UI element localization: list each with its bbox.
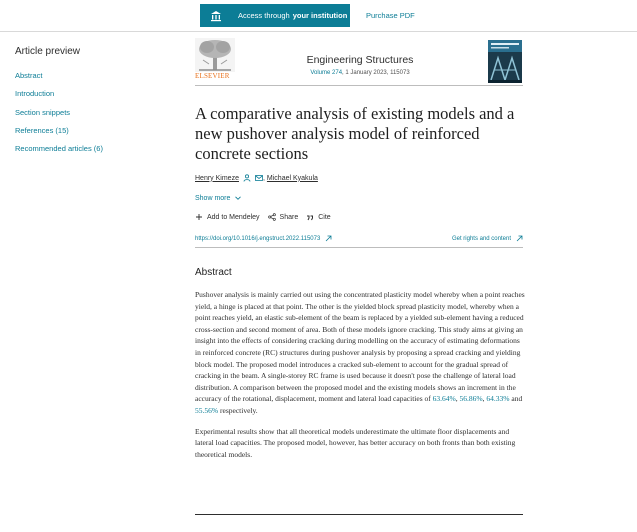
elsevier-wordmark: ELSEVIER bbox=[195, 72, 230, 80]
share-label: Share bbox=[279, 213, 299, 221]
email-icon[interactable] bbox=[255, 174, 263, 182]
mendeley-label: Add to Mendeley bbox=[207, 213, 260, 221]
math-value: 64.33% bbox=[486, 394, 510, 404]
author-link[interactable]: Henry Kimeze bbox=[195, 174, 239, 182]
divider bbox=[195, 514, 523, 515]
doi-link[interactable] bbox=[195, 235, 332, 242]
external-link-icon bbox=[325, 235, 332, 242]
person-icon[interactable] bbox=[243, 174, 251, 182]
access-label-bold: your institution bbox=[292, 11, 348, 20]
separator: and bbox=[509, 394, 523, 404]
article-title: A comparative analysis of existing models and a new pushover analysis model of reinforced concrete sections bbox=[195, 104, 515, 163]
cite-label: Cite bbox=[318, 213, 331, 221]
quote-icon bbox=[306, 213, 314, 221]
share-button[interactable] bbox=[268, 213, 299, 221]
purchase-pdf-link[interactable]: Purchase PDF bbox=[366, 11, 415, 20]
sidebar-heading: Article preview bbox=[15, 46, 81, 57]
access-label-prefix: Access through bbox=[238, 11, 290, 20]
author-link[interactable]: Michael Kyakula bbox=[266, 174, 318, 182]
get-rights-link[interactable] bbox=[452, 235, 523, 242]
article-actions bbox=[195, 213, 339, 221]
journal-meta bbox=[270, 70, 450, 76]
author-separator: , bbox=[262, 174, 265, 182]
show-more-toggle[interactable] bbox=[195, 194, 242, 202]
math-value: 56.86% bbox=[459, 394, 483, 404]
doi-rights-row bbox=[195, 235, 523, 248]
chevron-down-icon bbox=[234, 194, 242, 202]
journal-header bbox=[195, 38, 523, 86]
abstract-p1-end: respectively. bbox=[218, 405, 258, 415]
volume-link[interactable]: Volume 274 bbox=[310, 70, 343, 76]
add-to-mendeley-button[interactable] bbox=[195, 213, 260, 221]
access-institution-button[interactable] bbox=[200, 4, 350, 27]
sidebar-item-abstract[interactable]: Abstract bbox=[15, 71, 43, 80]
institution-icon bbox=[210, 10, 222, 22]
sidebar-item-introduction[interactable]: Introduction bbox=[15, 89, 55, 99]
share-icon bbox=[268, 213, 276, 221]
abstract-paragraph bbox=[195, 289, 525, 417]
plus-icon bbox=[195, 213, 203, 221]
abstract-p1-text: Pushover analysis is mainly carried out using the concentrated plasticity model whereby when a point reaches yield, a hinge is placed at that point. The other is the yielded block spread plasticity model, whereby when a point reaches yield, an elastic sub-element of the beam is replaced by a yielded sub-element having a reduced cross-section and second moment of area. Both of these models ignore cracking. This study aims at giving an insight into the effects of considering cracking during modelling on the accuracy of estimating deformations in reinforced concrete (RC) structures during pushover analysis by proposing a spread cracking and yielding block model. The proposed model introduces a cracked sub-element to account for the gradual spread of cracking in the beam. A single-storey RC frame is used because it doesn't pose the challenge of lateral load distribution. A comparison between the proposed model and the existing models shows an increment in the accuracy of the rotational, displacement, moment and lateral load capacities of bbox=[195, 290, 525, 404]
math-value: 63.64% bbox=[432, 394, 456, 404]
math-value: 55.56% bbox=[195, 405, 219, 415]
article-preview-sidebar bbox=[15, 46, 165, 158]
doi-text: https://doi.org/10.1016/j.engstruct.2022.115073 bbox=[195, 235, 321, 242]
journal-cover-thumbnail[interactable] bbox=[488, 40, 522, 83]
issue-date: , 1 January 2023, 115073 bbox=[342, 70, 410, 76]
external-link-icon bbox=[516, 235, 523, 242]
separator: , bbox=[455, 394, 460, 404]
abstract-heading: Abstract bbox=[195, 267, 232, 278]
sidebar-item-recommended-articles[interactable]: Recommended articles (6) bbox=[15, 144, 103, 154]
top-bar bbox=[0, 0, 637, 32]
cite-button[interactable] bbox=[306, 213, 330, 221]
sidebar-item-section-snippets[interactable]: Section snippets bbox=[15, 107, 71, 117]
sidebar-item-references[interactable]: References (15) bbox=[15, 125, 69, 135]
show-more-label: Show more bbox=[195, 194, 231, 202]
author-list bbox=[195, 174, 318, 182]
rights-text: Get rights and content bbox=[451, 235, 511, 242]
journal-title[interactable]: Engineering Structures bbox=[306, 54, 414, 66]
abstract-paragraph: Experimental results show that all theoretical models underestimate the ultimate floor displacements and lateral load capacities. The proposed model, however, has better accuracy on both fronts than both existing theoretical models. bbox=[195, 426, 516, 459]
abstract-body bbox=[195, 289, 525, 469]
separator: , bbox=[482, 394, 487, 404]
